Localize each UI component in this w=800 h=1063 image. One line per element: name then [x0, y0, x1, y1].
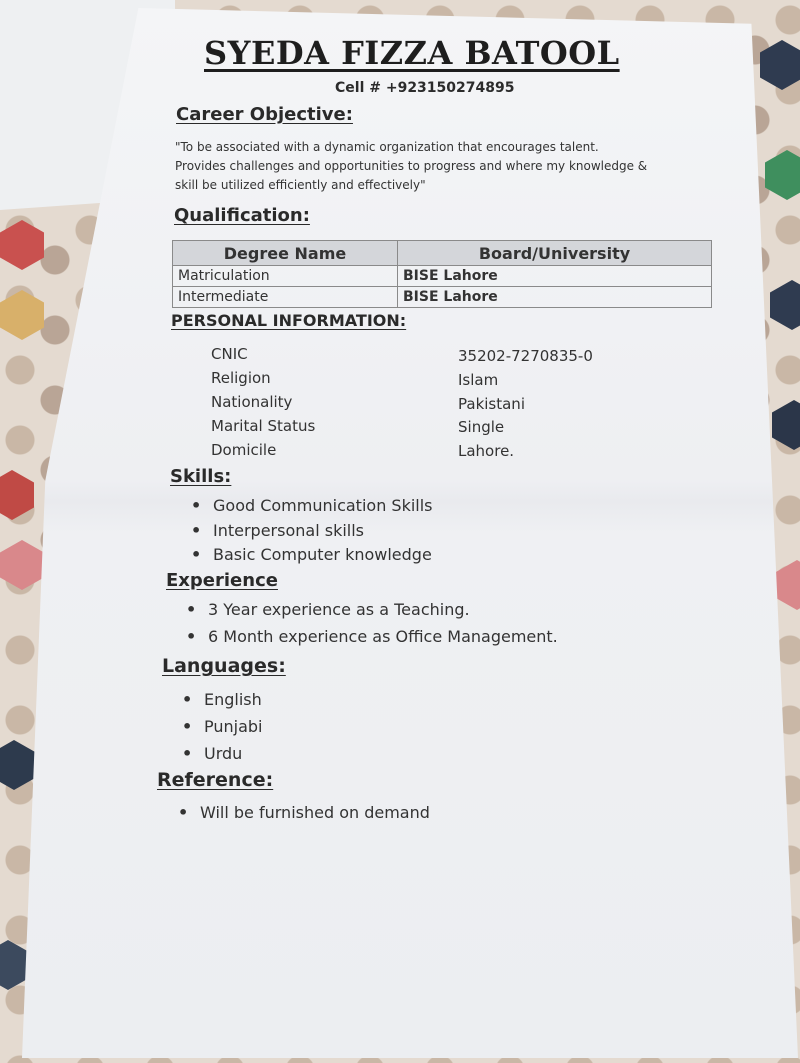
list-item: • Good Communication Skills [191, 494, 433, 519]
nationality-value: Pakistani [458, 395, 525, 413]
list-item: • Will be furnished on demand [178, 801, 430, 825]
religion-value: Islam [458, 371, 499, 389]
qualification-table [172, 240, 712, 308]
personal-information-heading: PERSONAL INFORMATION: [171, 311, 407, 330]
reference-heading: Reference: [157, 769, 274, 791]
domicile-value: Lahore. [458, 442, 515, 460]
career-objective-heading: Career Objective: [176, 104, 353, 125]
list-item: • 6 Month experience as Office Management. [186, 624, 558, 651]
list-item: • Urdu [182, 740, 263, 767]
skills-list [191, 494, 433, 568]
qualification-heading: Qualification: [174, 205, 310, 226]
table-row [173, 266, 712, 287]
list-item: • Punjabi [182, 713, 263, 740]
degree-cell: Intermediate [173, 287, 398, 308]
degree-cell: Matriculation [173, 266, 398, 287]
list-item: • Basic Computer knowledge [191, 543, 433, 568]
career-objective-text [175, 138, 695, 195]
objective-line: Provides challenges and opportunities to progress and where my knowledge & [175, 159, 648, 173]
religion-label: Religion [211, 369, 271, 387]
domicile-label: Domicile [211, 441, 277, 459]
languages-heading: Languages: [162, 655, 286, 677]
cnic-value: 35202-7270835-0 [458, 347, 593, 365]
table-row [173, 287, 712, 308]
skills-heading: Skills: [170, 466, 232, 487]
list-item: • Interpersonal skills [191, 519, 433, 544]
column-header-degree: Degree Name [173, 241, 398, 266]
list-item: • 3 Year experience as a Teaching. [186, 597, 558, 624]
marital-status-label: Marital Status [211, 417, 316, 435]
objective-line: "To be associated with a dynamic organization that encourages talent. [175, 140, 599, 154]
nationality-label: Nationality [211, 393, 293, 411]
table-header-row [173, 241, 712, 266]
column-header-board: Board/University [398, 241, 712, 266]
cell-number: Cell # +923150274895 [335, 80, 515, 96]
list-item: • English [182, 686, 263, 713]
cnic-label: CNIC [211, 345, 248, 363]
experience-list [186, 597, 558, 650]
marital-status-value: Single [458, 418, 505, 436]
board-cell: BISE Lahore [398, 266, 712, 287]
experience-heading: Experience [166, 570, 278, 591]
applicant-name: SYEDA FIZZA BATOOL [204, 34, 620, 72]
board-cell: BISE Lahore [398, 287, 712, 308]
reference-list [178, 801, 430, 825]
languages-list [182, 686, 263, 767]
objective-line: skill be utilized efficiently and effectively" [175, 178, 426, 192]
